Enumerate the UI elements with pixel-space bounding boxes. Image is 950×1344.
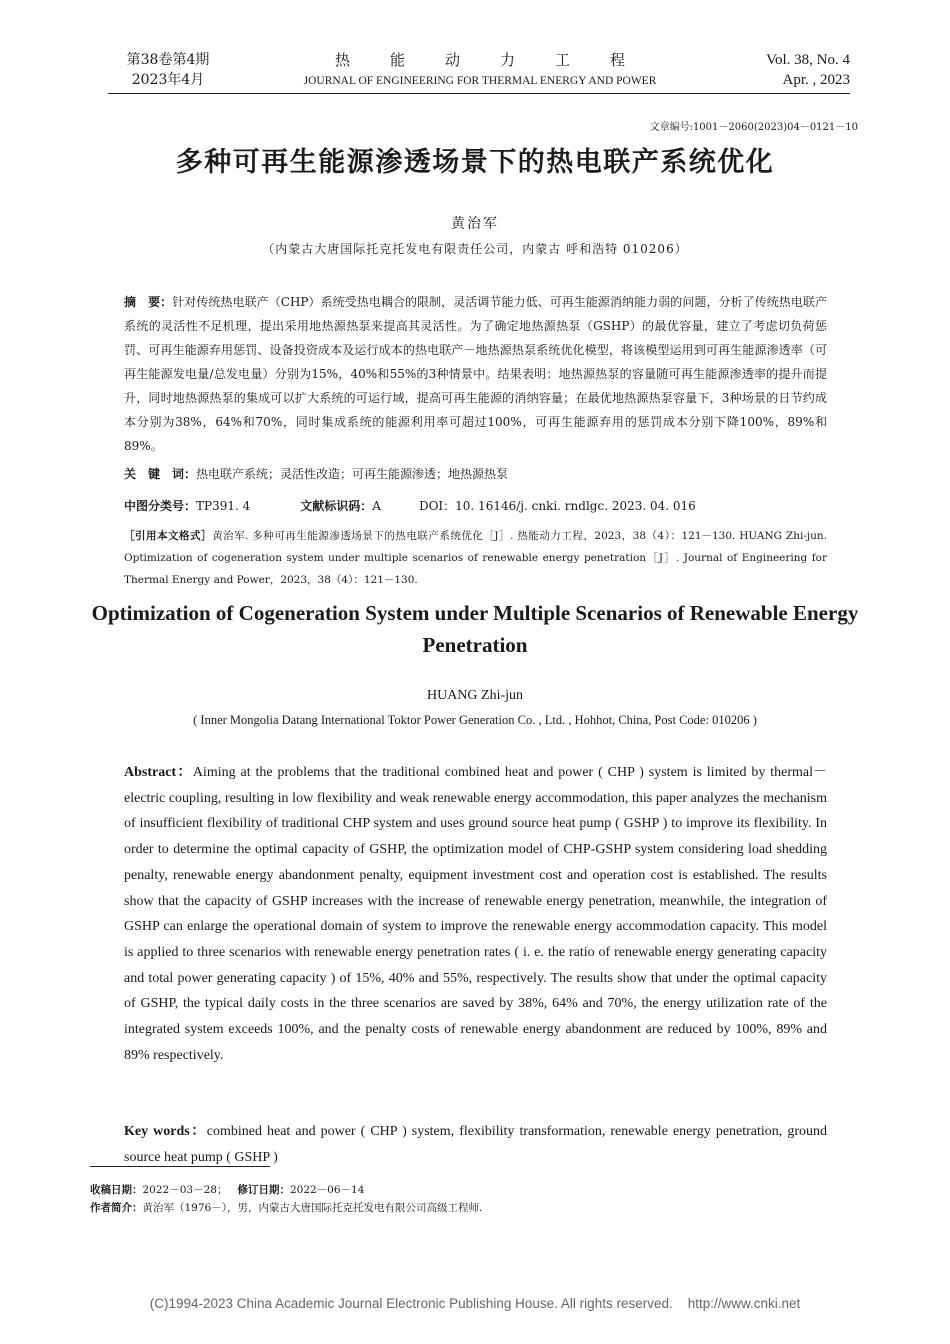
footnote-divider xyxy=(90,1166,270,1167)
citation-block xyxy=(124,525,827,591)
volume-en: Vol. 38, No. 4 xyxy=(766,52,850,68)
keywords-cn-text: 热电联产系统；灵活性改造；可再生能源渗透；地热源热泵 xyxy=(196,467,509,481)
copyright-notice: (C)1994-2023 China Academic Journal Electronic Publishing House. All rights reserved. http://www.cnki.net xyxy=(149,1296,801,1311)
date-en: Apr. , 2023 xyxy=(782,72,850,88)
keywords-cn-label: 关 键 词： xyxy=(124,467,197,481)
author-cn: 黄治军 xyxy=(451,216,499,232)
author-en: HUANG Zhi-jun xyxy=(426,688,524,703)
keywords-cn xyxy=(124,462,827,486)
author-bio: 黄治军（1976－），男，内蒙古大唐国际托克托发电有限公司高级工程师. xyxy=(142,1202,483,1214)
abstract-en-label: Abstract： xyxy=(124,765,193,780)
abstract-en xyxy=(124,760,827,1068)
abstract-cn-text: 针对传统热电联产（CHP）系统受热电耦合的限制，灵活调节能力低、可再生能源消纳能力弱的问题，分析了传统热电联产系统的灵活性不足机理，提出采用地热源热泵来提高其灵活性。为了确定地热源热泵（GSHP）的最优容量，建立了考虑切负荷惩罚、可再生能源弃用惩罚、设备投资成本及运行成本的热电联产－地热源热泵系统优化模型，将该模型运用到可再生能源渗透率（可再生能源发电量/总发电量）分别为15%，40%和55%的3种情景中。结果表明：地热源热泵的容量随可再生能源渗透率的提升而提升，同时地热源热泵的集成可以扩大系统的可运行域，提高可再生能源的消纳容量；在最优地热源热泵容量下，3种场景的日节约成本分别为38%，64%和70%，同时集成系统的能源利用率可超过100%，可再生能源弃用的惩罚成本分别下降100%，89%和89%。 xyxy=(124,295,827,453)
doc-code-value: A xyxy=(372,499,381,513)
article-number: 文章编号:1001－2060(2023)04－0121－10 xyxy=(649,122,858,133)
doi-value: 10. 16146/j. cnki. rndlgc. 2023. 04. 016 xyxy=(455,499,696,513)
affiliation-cn: （内蒙古大唐国际托克托发电有限责任公司，内蒙古 呼和浩特 010206） xyxy=(262,242,688,256)
clc-value: TP391. 4 xyxy=(196,499,251,513)
received-date: 2022－03－28； xyxy=(142,1184,228,1196)
issue-info-en xyxy=(740,50,850,90)
revised-label: 修订日期： xyxy=(237,1184,290,1196)
citation-text: 黄治军. 多种可再生能源渗透场景下的热电联产系统优化［J］. 热能动力工程，2023，38（4）：121－130. HUANG Zhi-jun. Optimization of cogeneration system under multiple scenarios of renewable energy penetration［J］. Journal of Engineering for Thermal Energy and Power，2023，38（4）：121－130. xyxy=(124,530,827,586)
footnote-author xyxy=(90,1200,482,1216)
abstract-cn-label: 摘 要： xyxy=(124,295,173,309)
received-label: 收稿日期： xyxy=(90,1184,143,1196)
abstract-cn xyxy=(124,290,827,458)
citation-label: ［引用本文格式］ xyxy=(124,530,213,542)
journal-name-cn: 热能动力工程 xyxy=(334,51,665,69)
journal-name xyxy=(260,50,700,90)
journal-name-en: JOURNAL OF ENGINEERING FOR THERMAL ENERGY AND POWER xyxy=(303,75,657,87)
classification-line xyxy=(124,495,696,517)
header-divider xyxy=(108,93,850,94)
date-cn: 2023年4月 xyxy=(131,72,205,88)
title-cn: 多种可再生能源渗透场景下的热电联产系统优化 xyxy=(175,147,775,178)
revised-date: 2022－06－14 xyxy=(289,1184,365,1196)
affiliation-en: ( Inner Mongolia Datang International Toktor Power Generation Co. , Ltd. , Hohhot, China, Post Code: 010206 ) xyxy=(193,713,757,727)
issue-info-cn xyxy=(108,50,228,90)
volume-cn: 第38卷第4期 xyxy=(126,52,210,68)
keywords-en xyxy=(124,1119,827,1170)
doi-label: DOI： xyxy=(418,499,456,513)
keywords-en-label: Key words： xyxy=(124,1124,207,1139)
title-en: Optimization of Cogeneration System under Multiple Scenarios of Renewable Energy Penetration xyxy=(91,601,859,657)
keywords-en-text: combined heat and power ( CHP ) system, flexibility transformation, renewable energy penetration, ground source heat pump ( GSHP ) xyxy=(124,1124,827,1165)
author-bio-label: 作者简介： xyxy=(90,1202,143,1214)
abstract-en-text: Aiming at the problems that the traditional combined heat and power ( CHP ) system is limited by thermal－electric coupling, resulting in low flexibility and weak renewable energy accommodation, this paper analyzes the mechanism of insufficient flexibility of traditional CHP system and uses ground source heat pump ( GSHP ) to improve its flexibility. In order to determine the optimal capacity of GSHP, the optimization model of CHP-GSHP system considering load shedding penalty, renewable energy abandonment penalty, equipment investment cost and operation cost is established. The results show that the capacity of GSHP increases with the increase of renewable energy penetration, meanwhile, the integration of GSHP can enlarge the operational domain of system to improve the renewable energy accommodation capacity. This model is applied to three scenarios with renewable energy penetration rates ( i. e. the ratio of renewable energy generating capacity and total power generating capacity ) of 15%, 40% and 55%, respectively. The results show that under the optimal capacity of GSHP, the typical daily costs in the three scenarios are saved by 38%, 64% and 70%, the energy utilization rate of the integrated system exceeds 100%, and the penalty costs of renewable energy abandonment are reduced by 100%, 89% and 89% respectively. xyxy=(124,765,827,1063)
footnote-dates xyxy=(90,1182,364,1198)
doc-code-label: 文献标识码： xyxy=(300,499,373,513)
clc-label: 中图分类号： xyxy=(124,499,197,513)
